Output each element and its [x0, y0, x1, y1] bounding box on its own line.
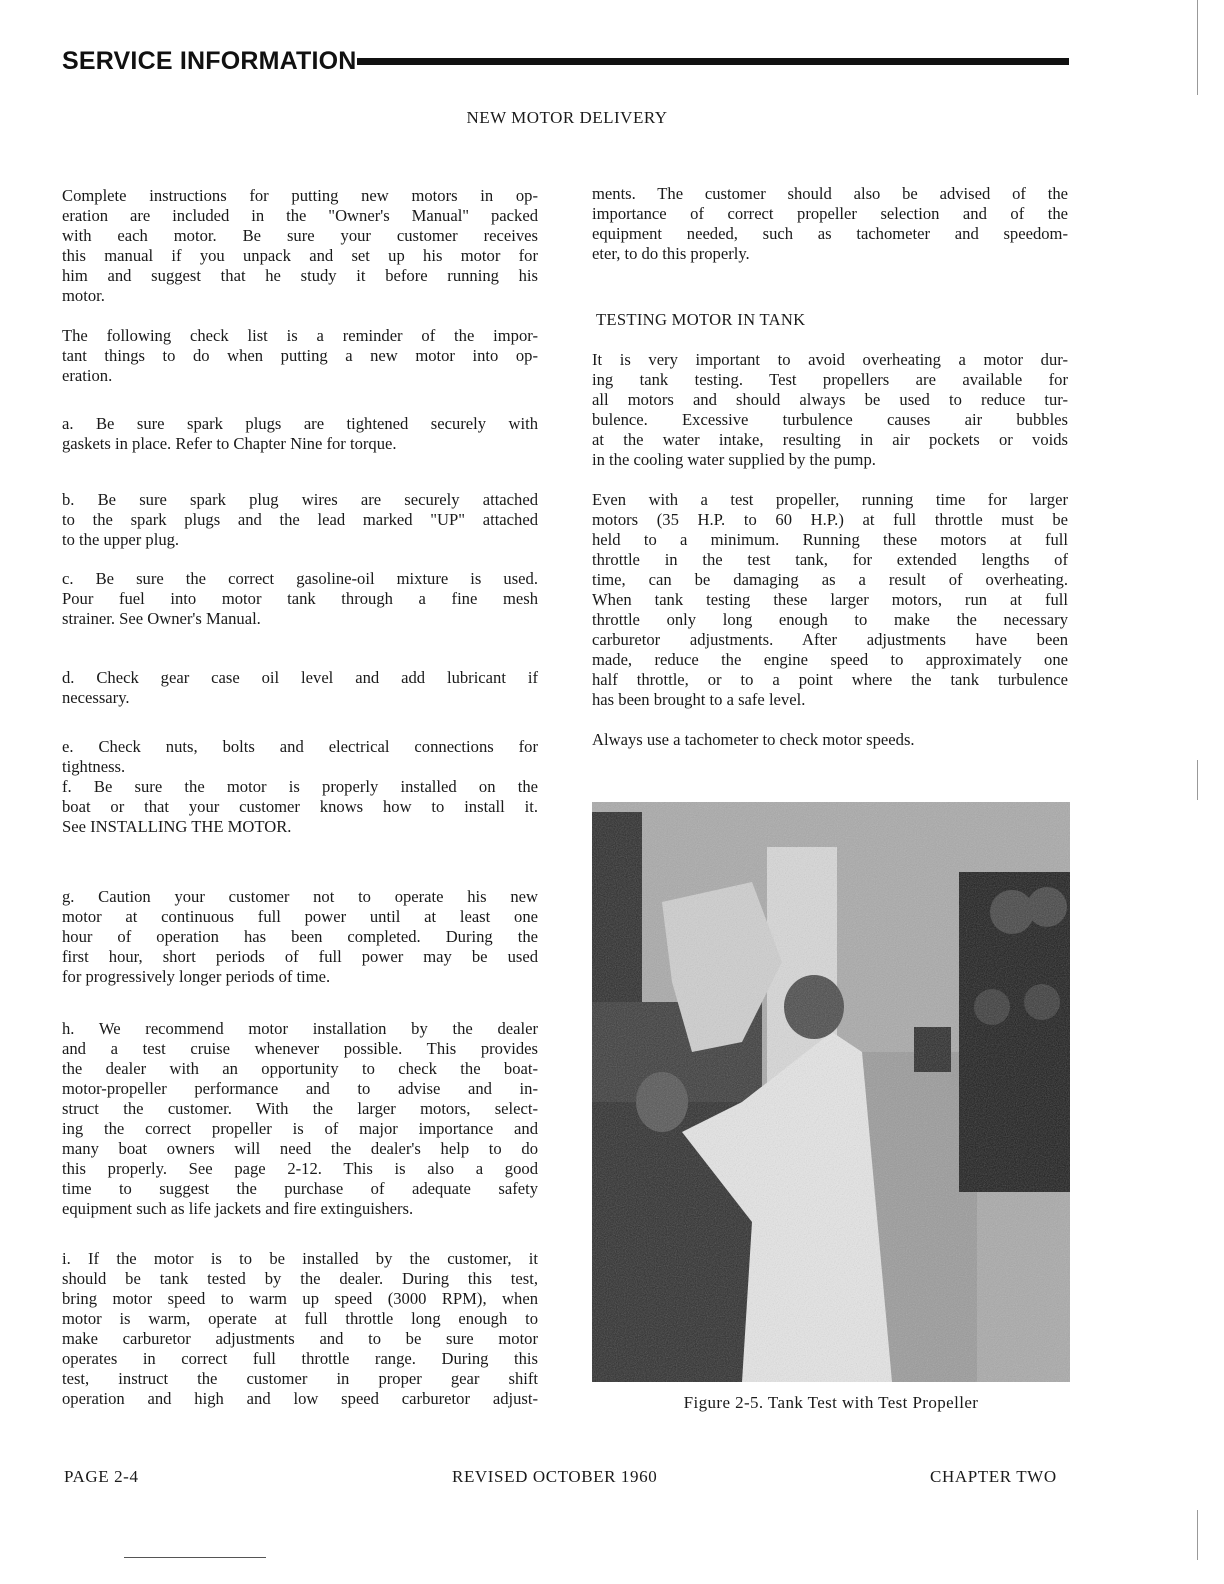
text-line: bring motor speed to warm up speed (3000 RPM), when [62, 1289, 538, 1308]
text-line: necessary. [62, 688, 130, 707]
text-line: time, can be damaging as a result of overheating. [592, 570, 1068, 589]
text-line: equipment needed, such as tachometer and speedom- [592, 224, 1068, 243]
text-line: h. We recommend motor installation by the dealer [62, 1019, 538, 1038]
text-line: in the cooling water supplied by the pump. [592, 450, 876, 469]
text-line: operation and high and low speed carburetor adjust- [62, 1389, 538, 1408]
text-line: importance of correct propeller selection and of the [592, 204, 1068, 223]
text-line: f. Be sure the motor is properly installed on the [62, 777, 538, 796]
text-line: carburetor adjustments. After adjustments have been [592, 630, 1068, 649]
scan-underline [124, 1557, 266, 1558]
text-line: a. Be sure spark plugs are tightened securely with [62, 414, 538, 433]
paragraph [62, 668, 538, 708]
text-line: first hour, short periods of full power may be used [62, 947, 538, 966]
text-line: struct the customer. With the larger motors, select- [62, 1099, 538, 1118]
text-line: to the spark plugs and the lead marked "UP" attached [62, 510, 538, 529]
text-line: half throttle, or to a point where the tank turbulence [592, 670, 1068, 689]
paragraph [592, 490, 1068, 710]
text-line: The following check list is a reminder of the impor- [62, 326, 538, 345]
text-line: the dealer with an opportunity to check the boat- [62, 1059, 538, 1078]
text-line: to the upper plug. [62, 530, 180, 549]
text-line: eration are included in the "Owner's Manual" packed [62, 206, 538, 225]
text-line: e. Check nuts, bolts and electrical connections for [62, 737, 538, 756]
text-line: has been brought to a safe level. [592, 690, 806, 709]
text-line: g. Caution your customer not to operate his new [62, 887, 538, 906]
text-line: It is very important to avoid overheating a motor dur- [592, 350, 1068, 369]
scan-edge-line [1197, 760, 1198, 800]
paragraph [62, 777, 538, 837]
scan-edge-line [1197, 0, 1198, 95]
figure-caption: Figure 2-5. Tank Test with Test Propeller [683, 1393, 979, 1412]
text-line: tightness. [62, 757, 126, 776]
text-line: i. If the motor is to be installed by the customer, it [62, 1249, 538, 1268]
text-line: this manual if you unpack and set up his motor for [62, 246, 538, 265]
text-line: him and suggest that he study it before running his [62, 266, 538, 285]
text-line: motor. [62, 286, 105, 305]
text-line: boat or that your customer knows how to install it. [62, 797, 538, 816]
text-line: all motors and should always be used to reduce tur- [592, 390, 1068, 409]
text-line: at the water intake, resulting in air pockets or voids [592, 430, 1068, 449]
text-line: bulence. Excessive turbulence causes air bubbles [592, 410, 1068, 429]
text-line: Complete instructions for putting new motors in op- [62, 186, 538, 205]
text-line: held to a minimum. Running these motors at full [592, 530, 1068, 549]
paragraph [62, 737, 538, 777]
text-line: with each motor. Be sure your customer receives [62, 226, 538, 245]
text-line: eration. [62, 366, 113, 385]
paragraph [62, 1249, 538, 1409]
text-line: eter, to do this properly. [592, 244, 750, 263]
text-line: this properly. See page 2-12. This is also a good [62, 1159, 538, 1178]
text-line: time to suggest the purchase of adequate safety [62, 1179, 538, 1198]
text-line: hour of operation has been completed. During the [62, 927, 538, 946]
paragraph [62, 1019, 538, 1219]
paragraph [62, 490, 538, 550]
text-line: many boat owners will need the dealer's help to do [62, 1139, 538, 1158]
text-line: gaskets in place. Refer to Chapter Nine for torque. [62, 434, 397, 453]
text-line: make carburetor adjustments and to be sure motor [62, 1329, 538, 1348]
text-line: When tank testing these larger motors, run at full [592, 590, 1068, 609]
text-line: and a test cruise whenever possible. This provides [62, 1039, 538, 1058]
text-line: ments. The customer should also be advised of the [592, 184, 1068, 203]
text-line: operates in correct full throttle range. During this [62, 1349, 538, 1368]
text-line: ing tank testing. Test propellers are available for [592, 370, 1068, 389]
text-line: c. Be sure the correct gasoline-oil mixture is used. [62, 569, 538, 588]
paragraph [62, 887, 538, 987]
figure-photo [592, 802, 1070, 1382]
subheading: TESTING MOTOR IN TANK [596, 310, 806, 329]
text-line: d. Check gear case oil level and add lubricant if [62, 668, 538, 687]
text-line: should be tank tested by the dealer. During this test, [62, 1269, 538, 1288]
paragraph [62, 414, 538, 454]
text-line: tant things to do when putting a new motor into op- [62, 346, 538, 365]
text-line: throttle in the test tank, for extended lengths of [592, 550, 1068, 569]
text-line: b. Be sure spark plug wires are securely attached [62, 490, 538, 509]
text-line: strainer. See Owner's Manual. [62, 609, 261, 628]
text-line: equipment such as life jackets and fire extinguishers. [62, 1199, 414, 1218]
text-line: motor-propeller performance and to advise and in- [62, 1079, 538, 1098]
footer-page-number: PAGE 2-4 [64, 1467, 139, 1486]
paragraph [62, 326, 538, 386]
text-line: Pour fuel into motor tank through a fine mesh [62, 589, 538, 608]
text-line: motor is warm, operate at full throttle long enough to [62, 1309, 538, 1328]
page-title: NEW MOTOR DELIVERY [466, 108, 668, 127]
paragraph [592, 350, 1068, 470]
text-line: test, instruct the customer in proper gear shift [62, 1369, 538, 1388]
footer-revised-date: REVISED OCTOBER 1960 [452, 1467, 658, 1486]
text-line: Even with a test propeller, running time for larger [592, 490, 1068, 509]
text-line: for progressively longer periods of time. [62, 967, 331, 986]
text-line: made, reduce the engine speed to approximately one [592, 650, 1068, 669]
paragraph [592, 730, 1068, 750]
text-line: throttle only long enough to make the necessary [592, 610, 1068, 629]
text-line: ing the correct propeller is of major importance and [62, 1119, 538, 1138]
text-line: Always use a tachometer to check motor speeds. [592, 730, 915, 749]
footer-chapter: CHAPTER TWO [930, 1467, 1057, 1486]
section-header: SERVICE INFORMATION [62, 47, 357, 75]
paragraph [62, 569, 538, 629]
scan-edge-line [1197, 1510, 1198, 1560]
header-rule [357, 58, 1069, 65]
paragraph [592, 184, 1068, 264]
paragraph [62, 186, 538, 306]
text-line: motor at continuous full power until at least one [62, 907, 538, 926]
text-line: See INSTALLING THE MOTOR. [62, 817, 292, 836]
text-line: motors (35 H.P. to 60 H.P.) at full throttle must be [592, 510, 1068, 529]
